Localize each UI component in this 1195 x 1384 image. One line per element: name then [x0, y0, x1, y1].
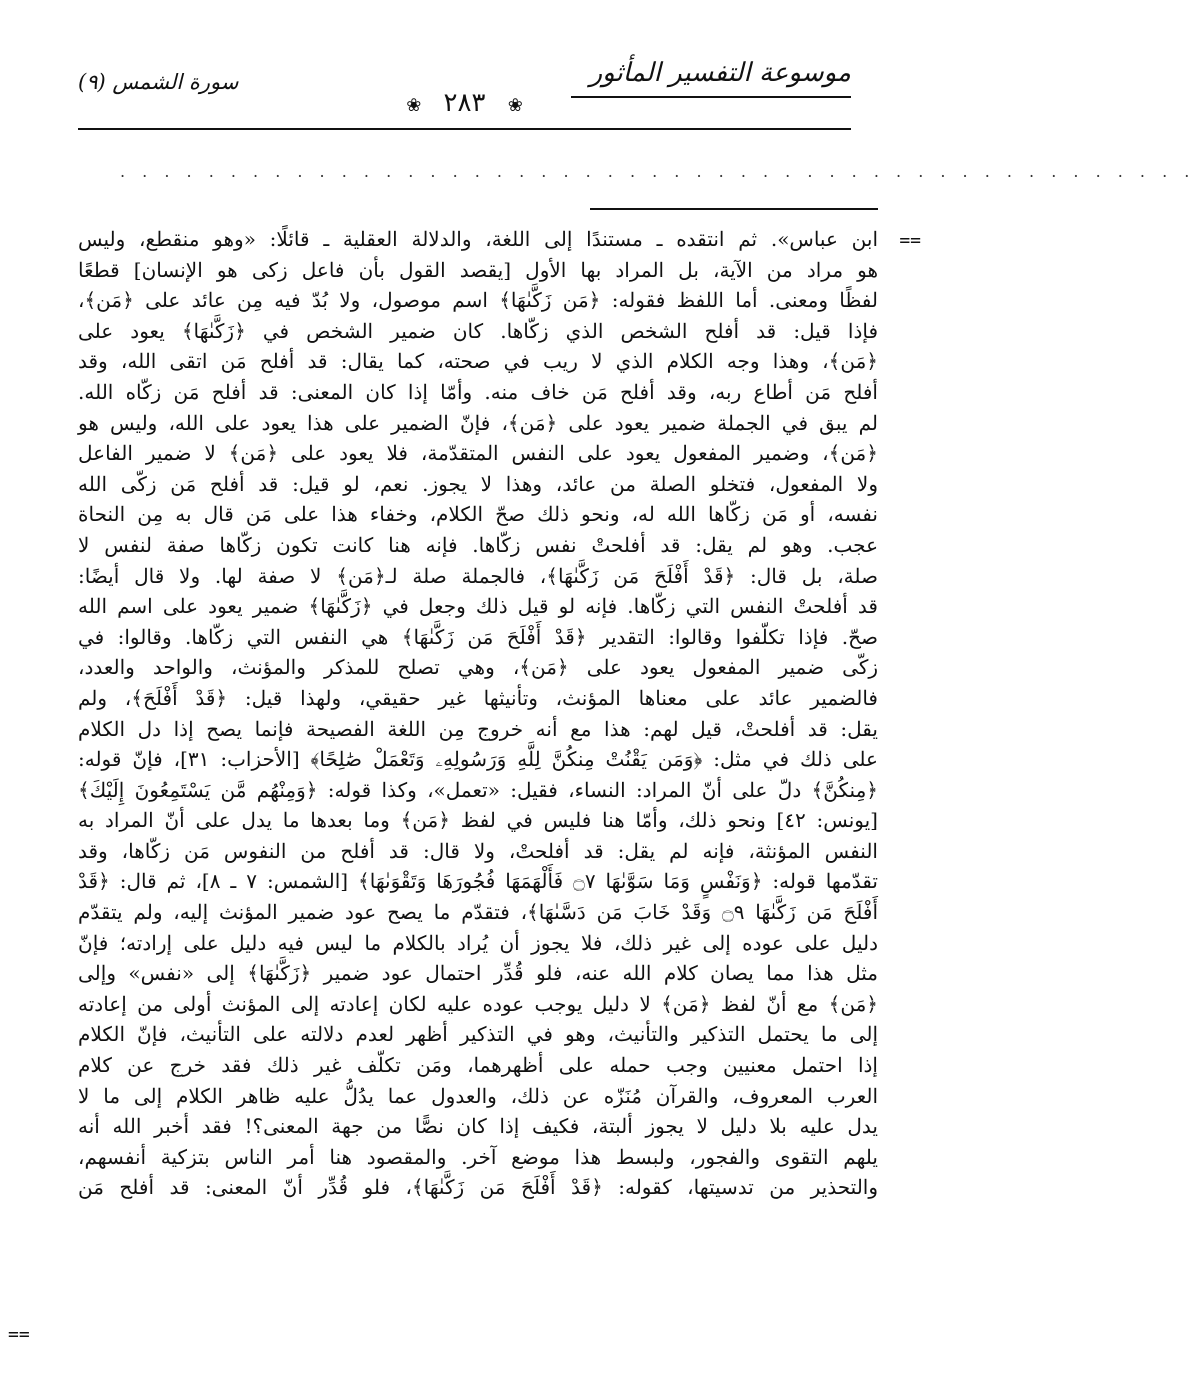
text-line: مثل هذا مما يصان كلام الله عنه، فلو قُدِّر احتمال عود ضمير ﴿زَكَّىٰهَا﴾ إلى «نفس» وإلى: [78, 961, 878, 986]
text-line: تقدّمها قوله: ﴿وَنَفْسٍ وَمَا سَوَّىٰهَا ۝٧ فَأَلْهَمَهَا فُجُورَهَا وَتَقْوَىٰهَا﴾ [الشمس: ٧ ـ ٨]، ثم قال: ﴿قَدْ: [78, 869, 878, 894]
text-line: لفظًا ومعنى. أما اللفظ فقوله: ﴿مَن زَكَّىٰهَا﴾ اسم موصول، ولا بُدّ فيه مِن عائد على ﴿مَن﴾،: [78, 288, 878, 313]
text-line: [يونس: ٤٢] ونحو ذلك، وأمّا هنا فليس في لفظ ﴿مَن﴾ وما بعدها ما يدل على أنّ المراد به: [78, 808, 878, 833]
page-number: ٢٨٣: [443, 88, 486, 118]
text-line: أفلح مَن أطاع ربه، وقد أفلح مَن خاف منه. وأمّا إذا كان المعنى: قد أفلح مَن زكّاه الله.: [78, 379, 878, 404]
text-line: يدل عليه بلا دليل لا يجوز ألبتة، فكيف إذا كان نصًّا من جهة المعنى؟! فقد أخبر الله أنه: [78, 1114, 878, 1139]
surah-label: سورة الشمس (٩): [78, 70, 239, 94]
text-line: ﴿مِنكُنَّ﴾ دلّ على أنّ المراد: النساء، فقيل: «تعمل»، وكذا قوله: ﴿وَمِنْهُم مَّن يَسْتَمِعُونَ إِلَيْكَ﴾: [78, 777, 879, 802]
footnote-body: [78, 224, 878, 1203]
continuation-marker-end: ==: [8, 1324, 30, 1345]
text-line: ﴿مَن﴾، وهذا وجه الكلام الذي لا ريب في صحته، كما يقال: قد أفلح مَن اتقى الله، وقد: [78, 349, 878, 374]
text-line: ولا المفعول، فتخلو الصلة من عائد، وهذا لا يجوز. نعم، لو قيل: قد أفلح مَن زكّى الله: [78, 471, 878, 496]
text-line: إلى ما يحتمل التذكير والتأنيث، وهو في التذكير أظهر لعدم دلالته على التأنيث، فإنّ الكلام: [78, 1022, 878, 1047]
text-line: قد أفلحتْ النفس التي زكّاها. فإنه لو قيل ذلك وجعل في ﴿زَكَّىٰهَا﴾ ضمير يعود على اسم الله: [78, 594, 878, 619]
text-line: ﴿مَن﴾ مع أنّ لفظ ﴿مَن﴾ لا دليل يوجب عوده عليه لكان إعادته إلى المؤنث أولى من إعادته: [78, 991, 878, 1016]
text-line: يلهم التقوى والفجور، ولبسط هذا موضع آخر. والمقصود هنا أمر الناس بتزكية أنفسهم،: [78, 1144, 878, 1169]
text-line: والتحذير من تدسيتها، كقوله: ﴿قَدْ أَفْلَحَ مَن زَكَّىٰهَا﴾، فلو قُدِّر أنّ المعنى: قد أفلح مَن: [78, 1175, 879, 1200]
text-line: زكّى ضمير المفعول يعود على ﴿مَن﴾، وهي تصلح للمذكر والمؤنث، والواحد والعدد،: [78, 655, 878, 680]
text-line: هو مراد من الآية، بل المراد بها الأول [يقصد القول بأن فاعل زكى هو الإنسان] قطعًا: [78, 257, 878, 282]
text-line: نفسه، أو مَن زكّاها الله له، ونحو ذلك صحّ الكلام، وخفاء هذا على مَن قال به مِن النحاة: [78, 502, 878, 527]
text-line: يقل: قد أفلحتْ، قيل لهم: هذا مع أنه خروج مِن اللغة الفصيحة فإنما يصح إذا دل الكلام: [78, 716, 878, 741]
text-line: العرب المعروف، والقرآن مُنَزّه عن ذلك، والعدول عما يدُلُّ عليه ظاهر الكلام إلى ما لا: [78, 1083, 878, 1108]
continuation-marker-start: ==: [899, 230, 921, 251]
text-line: عجب. وهو لم يقل: قد أفلحتْ نفس زكّاها. فإنه هنا كانت تكون زكّاها صفة لنفس لا: [78, 532, 878, 557]
page-header: [0, 0, 929, 150]
text-line: ابن عباس». ثم انتقده ـ مستندًا إلى اللغة، والدلالة العقلية ـ قائلًا: «وهو منقطع، وليس: [78, 227, 878, 251]
text-line: فإذا قيل: قد أفلح الشخص الذي زكّاها. كان ضمير الشخص في ﴿زَكَّىٰهَا﴾ يعود على: [78, 318, 878, 343]
book-title: موسوعة التفسير المأثور: [531, 58, 851, 106]
text-line: لم يبق في الجملة ضمير يعود على ﴿مَن﴾، فإنّ الضمير على هذا يعود على الله، وليس هو: [78, 410, 878, 435]
ornament-right-icon: ❀: [507, 95, 523, 116]
header-divider: [78, 128, 851, 130]
text-line: صحّ. فإذا تكلّفوا وقالوا: التقدير ﴿قَدْ أَفْلَحَ مَن زَكَّىٰهَا﴾ هي النفس التي زكّاها. وقالوا: في: [78, 624, 878, 649]
text-line: أَفْلَحَ مَن زَكَّىٰهَا ۝٩ وَقَدْ خَابَ مَن دَسَّىٰهَا﴾، فتقدّم ما يصح عود ضمير المؤنث إليه، ولم يتقدّم: [78, 900, 879, 925]
text-line: دليل على عوده إلى غير ذلك، فلا يجوز أن يُراد بالكلام ما ليس فيه دليل على إرادته؛ فإنّ: [78, 930, 878, 955]
page-number-block: [0, 88, 929, 118]
text-line: ﴿مَن﴾، وضمير المفعول يعود على النفس المتقدّمة، فلا يعود على ﴿مَن﴾ لا ضمير الفاعل: [78, 441, 878, 466]
text-line: النفس المؤنثة، فإنه لم يقل: قد أفلحتْ، ولا قال: قد أفلح من النفوس مَن زكّاها، وقد: [78, 838, 878, 863]
ornament-left-icon: ❀: [406, 95, 422, 116]
text-line: إذا احتمل معنيين وجب حمله على أظهرهما، ومَن تكلّف غير ذلك فقد خرج عن كلام: [78, 1053, 878, 1078]
footnote-rule: [590, 208, 878, 210]
text-line: صلة، بل قال: ﴿قَدْ أَفْلَحَ مَن زَكَّىٰهَا﴾، فالجملة صلة لـ﴿مَن﴾ لا صفة لها. ولا قال أيضًا:: [78, 563, 878, 588]
text-line: فالضمير عائد على معناها المؤنث، وتأنيثها غير حقيقي، ولهذا قيل: ﴿قَدْ أَفْلَحَ﴾، ولم: [78, 685, 878, 710]
separator-dots: . . . . . . . . . . . . . . . . . . . . . . . . . . . . . . . . . . . . . . . . . . . . . . . . .: [120, 162, 1195, 181]
text-line: على ذلك في مثل: ﴿وَمَن يَقْنُتْ مِنكُنَّ لِلَّهِ وَرَسُولِهِۦ وَتَعْمَلْ صَٰلِحًا﴾ [الأحزاب: ٣١]، فإنّ قوله:: [78, 747, 878, 772]
